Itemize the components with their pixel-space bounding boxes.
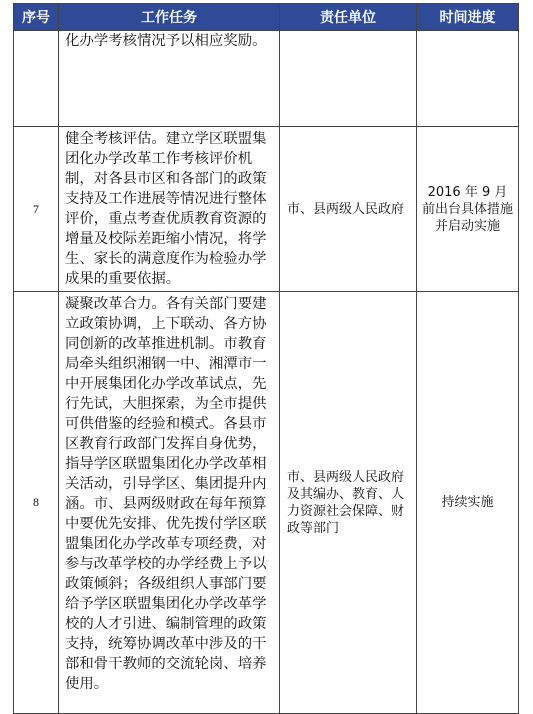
task-table — [13, 3, 519, 714]
task-line: 政策倾斜；各级组织人事部门要 — [65, 576, 267, 592]
task-line: 支持及工作进展等情况进行整体 — [65, 191, 267, 207]
task-line: 生、家长的满意度作为检验办学 — [65, 251, 267, 267]
header-task: 工作任务 — [59, 4, 280, 31]
task-line: 同创新的改革推进机制。市教育 — [65, 336, 267, 352]
task-line: 健全考核评估。建立学区联盟集 — [65, 131, 267, 147]
task-line: 中开展集团化办学改革试点，先 — [65, 376, 267, 392]
task-line: 团化办学改革工作考核评价机 — [65, 151, 253, 167]
task-line: 制，对各县市区和各部门的政策 — [65, 171, 267, 187]
task-line: 化办学考核情况予以相应奖励。 — [65, 33, 267, 49]
header-time: 时间进度 — [417, 4, 519, 31]
row-number: 8 — [14, 292, 59, 714]
task-line: 评价，重点考查优质教育资源的 — [65, 211, 267, 227]
row-number: 7 — [14, 127, 59, 292]
task-line: 支持，统筹协调改革中涉及的干 — [65, 636, 267, 652]
table-row — [14, 292, 519, 714]
row-unit: 市、县两级人民政府 — [280, 127, 417, 292]
table-row — [14, 31, 519, 127]
task-line: 中要优先安排、优先拨付学区联 — [65, 516, 267, 532]
table-header-row — [14, 4, 519, 31]
task-line: 校的人才引进、编制管理的政策 — [65, 616, 267, 632]
task-line: 成果的重要依据。 — [65, 271, 181, 287]
row-unit: 市、县两级人民政府及其编办、教育、人力资源社会保障、财政等部门 — [280, 292, 417, 714]
row-task — [59, 127, 280, 292]
task-line: 参与改革学校的办学经费上予以 — [65, 556, 267, 572]
task-line: 凝聚改革合力。各有关部门要建 — [65, 296, 267, 312]
task-line: 盟集团化办学改革专项经费，对 — [65, 536, 267, 552]
task-line: 可供借鉴的经验和模式。各县市 — [65, 416, 267, 432]
row-time — [417, 31, 519, 127]
task-line: 立政策协调，上下联动、各方协 — [65, 316, 267, 332]
task-line: 区教育行政部门发挥自身优势， — [65, 436, 267, 452]
header-unit: 责任单位 — [280, 4, 417, 31]
task-line: 使用。 — [65, 676, 109, 692]
task-line: 涵。市、县两级财政在每年预算 — [65, 496, 267, 512]
task-line: 部和骨干教师的交流轮岗、培养 — [65, 656, 267, 672]
table-row — [14, 127, 519, 292]
row-task — [59, 31, 280, 127]
task-line: 局牵头组织湘钢一中、湘潭市一 — [65, 356, 267, 372]
row-time: 2016 年 9 月前出台具体措施并启动实施 — [417, 127, 519, 292]
row-number — [14, 31, 59, 127]
row-task — [59, 292, 280, 714]
task-line: 增量及校际差距缩小情况，将学 — [65, 231, 267, 247]
task-line: 给予学区联盟集团化办学改革学 — [65, 596, 267, 612]
header-num: 序号 — [14, 4, 59, 31]
task-line: 关活动，引导学区、集团提升内 — [65, 476, 267, 492]
task-line: 行先试，大胆探索，为全市提供 — [65, 396, 267, 412]
row-unit — [280, 31, 417, 127]
task-line: 指导学区联盟集团化办学改革相 — [65, 456, 267, 472]
row-time: 持续实施 — [417, 292, 519, 714]
